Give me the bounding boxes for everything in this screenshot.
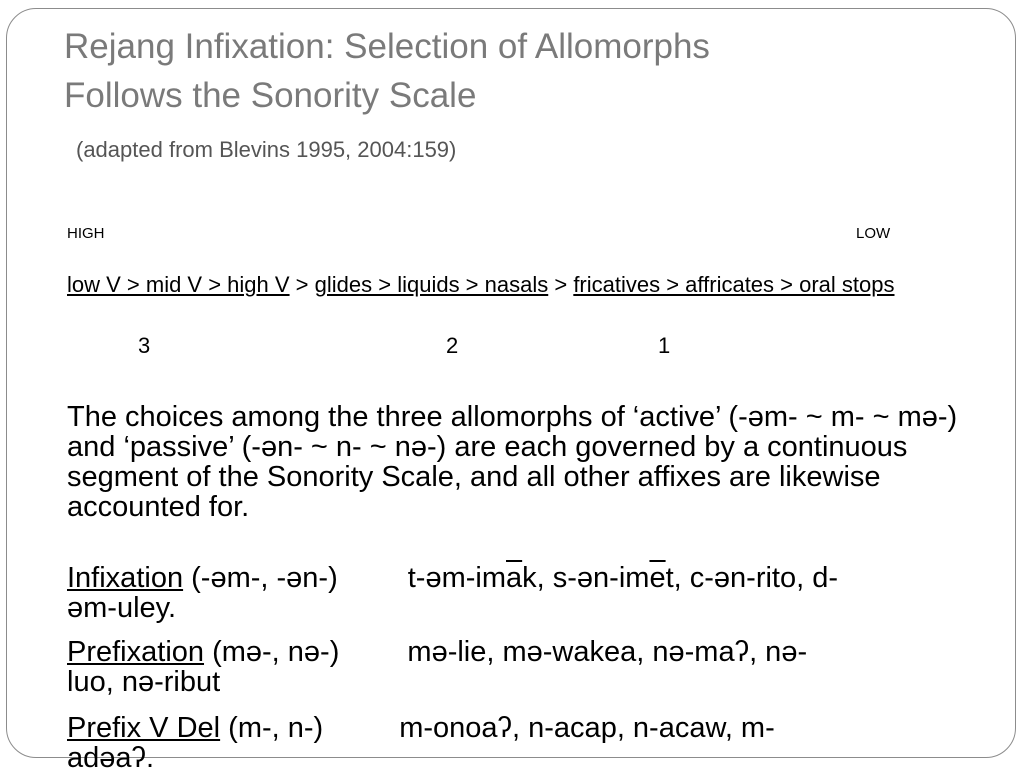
prefix-v-del-row [67, 713, 972, 773]
title-line-1: Rejang Infixation: Selection of Allomorphs [64, 27, 710, 66]
prefix-v-del-example-line2: adəaʔ. [67, 742, 155, 774]
infixation-example-macron-a: $\overline{a}$ [506, 562, 523, 594]
infixation-example-macron-e: $\overline{e}$ [649, 562, 666, 594]
infixation-example-c: t, c-ən-rito, d- [665, 562, 839, 594]
scale-high-label: HIGH [67, 225, 105, 242]
slide-subtitle: (adapted from Blevins 1995, 2004:159) [76, 137, 457, 162]
prefix-v-del-label: Prefix V Del [67, 712, 221, 744]
scale-low-label: LOW [856, 225, 891, 242]
scale-group-sonorants: glides > liquids > nasals [314, 272, 549, 297]
prefixation-examples: mə-lie, mə-wakea, nə-maʔ, nə- [399, 636, 808, 668]
prefixation-affixes: (mə-, nə-) [204, 636, 340, 668]
infixation-example-line2: əm-uley. [67, 592, 177, 624]
prefixation-label: Prefixation [67, 636, 205, 668]
sonority-scale [67, 272, 972, 297]
scale-group-vowels: low V > mid V > high V [67, 272, 290, 297]
prefixation-row [67, 637, 972, 697]
description-paragraph: The choices among the three allomorphs of ‘active’ (-əm- ~ m- ~ mə-) and ‘passive’ (-ən- ~ n- ~ nə-) are each governed by a continuous segment of the Sonority Scale, and all other affixes are likewise accounted for. [67, 401, 958, 523]
prefix-v-del-affixes: (m-, n-) [220, 712, 324, 744]
slide-title [64, 22, 964, 120]
scale-separator: > [289, 272, 315, 297]
scale-number-3: 3 [138, 333, 151, 358]
infixation-affixes: (-əm-, -ən-) [183, 562, 338, 594]
infixation-example-a: t-əm-im [407, 562, 507, 594]
scale-number-2: 2 [446, 333, 459, 358]
scale-number-1: 1 [658, 333, 671, 358]
title-line-2: Follows the Sonority Scale [64, 76, 477, 115]
scale-group-obstruents: fricatives > affricates > oral stops [573, 272, 895, 297]
scale-separator: > [548, 272, 574, 297]
prefixation-example-line2: luo, nə-ribut [67, 666, 221, 698]
infixation-example-b: k, s-ən-im [522, 562, 650, 594]
prefix-v-del-examples: m-onoaʔ, n-acap, n-acaw, m- [399, 712, 775, 744]
infixation-label: Infixation [67, 562, 184, 594]
infixation-row [67, 563, 972, 623]
